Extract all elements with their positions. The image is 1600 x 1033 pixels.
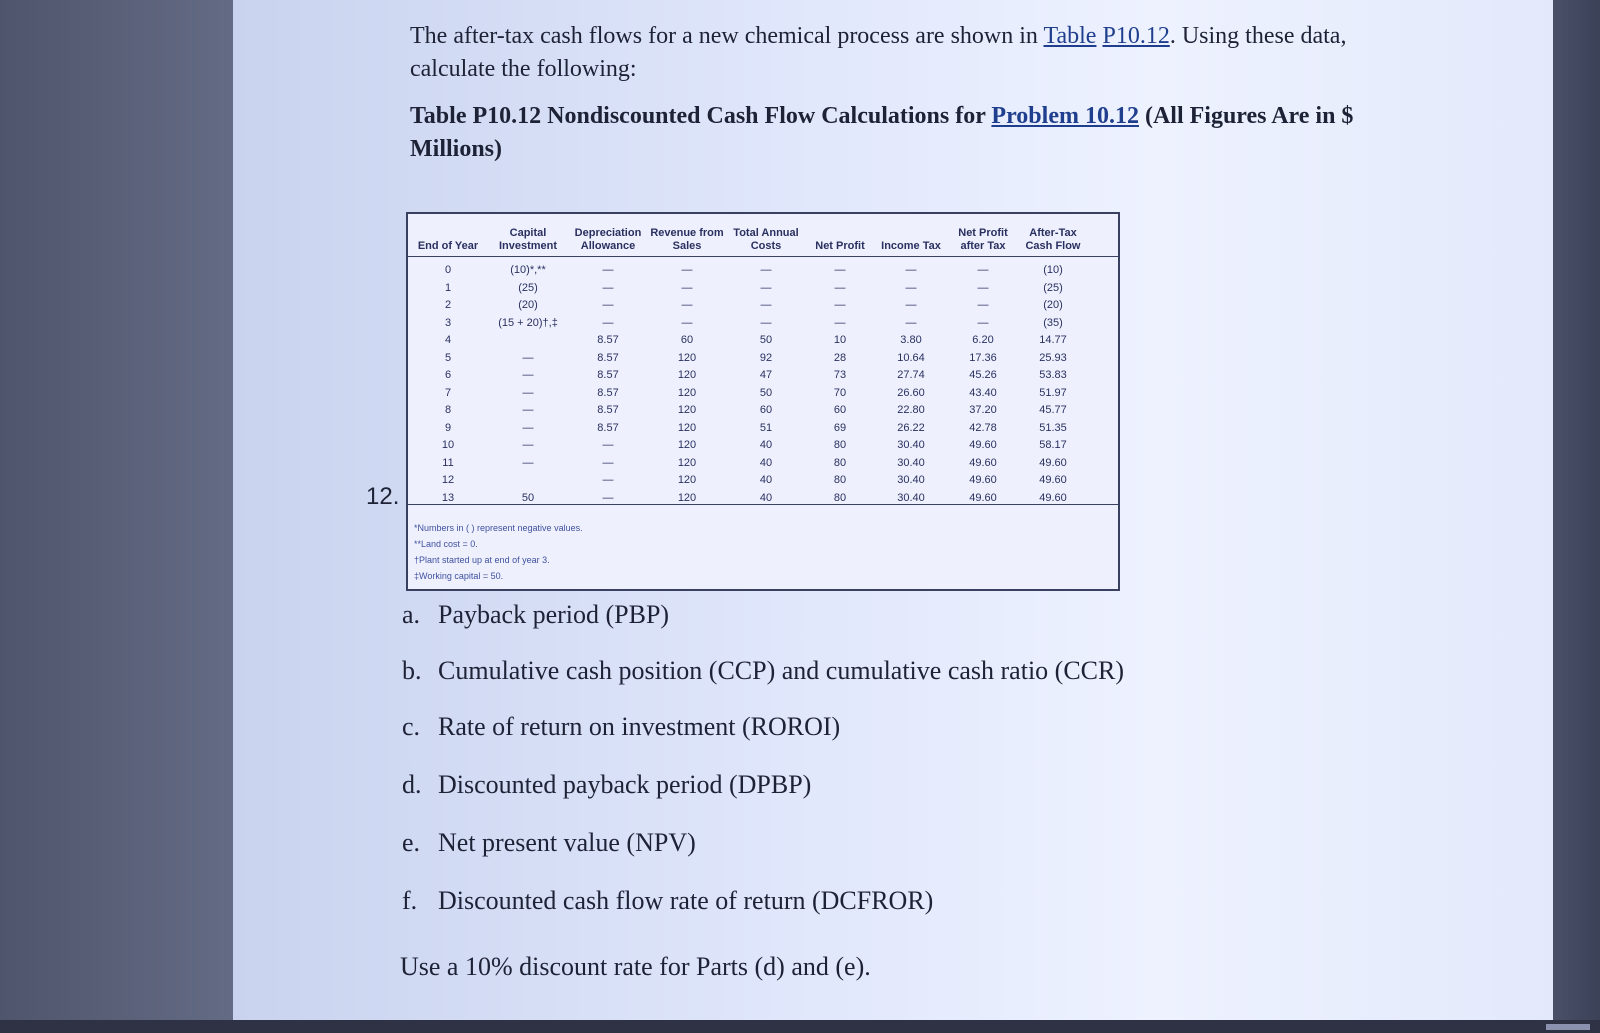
table-cell: 50 xyxy=(759,334,773,346)
table-cell: 30.40 xyxy=(897,491,925,504)
table-cell: 69 xyxy=(833,421,847,434)
table-cell: 8 xyxy=(444,404,452,416)
table-cell: — xyxy=(602,299,614,311)
table-cell: 80 xyxy=(833,491,847,504)
table-cell: 49.60 xyxy=(969,474,997,486)
column-header: Total Annual Costs xyxy=(733,227,799,252)
taskbar-icon[interactable] xyxy=(1546,1024,1590,1030)
note: †Plant started up at end of year 3. xyxy=(414,555,550,565)
table-cell: 3 xyxy=(444,316,452,329)
table-cell: — xyxy=(977,299,989,311)
table-cell: — xyxy=(905,264,917,276)
table-cell: 120 xyxy=(677,351,697,364)
table-cell: 10 xyxy=(441,439,455,451)
table-cell: 8.57 xyxy=(597,404,619,416)
table-cell: — xyxy=(681,316,693,329)
table-cell: — xyxy=(905,281,917,294)
question-b: b. Cumulative cash position (CCP) and cumulative cash ratio (CCR) xyxy=(402,656,1125,685)
table-cell: 47 xyxy=(759,369,773,381)
problem-intro xyxy=(410,20,1410,86)
table-cell: 10 xyxy=(833,334,847,346)
table-cell: 6 xyxy=(444,369,452,381)
table-number-link[interactable]: P10.12 xyxy=(1102,23,1170,49)
table-cell: — xyxy=(681,281,693,294)
discount-rate-note: Use a 10% discount rate for Parts (d) and (e). xyxy=(400,952,871,981)
table-cell: 51 xyxy=(759,421,773,434)
table-cell: 30.40 xyxy=(897,439,925,451)
table-cell: 60 xyxy=(833,404,847,416)
table-cell: 120 xyxy=(677,456,697,469)
table-cell: 4 xyxy=(444,334,452,346)
table-cell: — xyxy=(522,421,534,434)
table-cell: 30.40 xyxy=(897,474,925,486)
table-cell: 28 xyxy=(833,351,847,364)
table-cell: 92 xyxy=(759,351,773,364)
table-cell: 40 xyxy=(759,474,773,486)
table-cell: 25.93 xyxy=(1039,351,1067,364)
table-cell: 0 xyxy=(444,264,452,276)
table-cell: 70 xyxy=(833,386,847,399)
table-cell: — xyxy=(681,264,693,276)
table-cell: (35) xyxy=(1043,316,1063,329)
table-cell: 11 xyxy=(442,456,454,469)
table-bottom-divider xyxy=(408,504,1118,505)
table-cell: 45.26 xyxy=(969,369,997,381)
table-cell: — xyxy=(760,316,772,329)
table-cell: 45.77 xyxy=(1039,404,1067,416)
table-cell: 3.80 xyxy=(900,334,922,346)
column-header: Depreciation Allowance xyxy=(574,227,642,252)
question-c: c. Rate of return on investment (ROROI) xyxy=(402,712,841,741)
table-cell: — xyxy=(522,439,534,451)
table-cell: 120 xyxy=(677,369,697,381)
table-title: Table P10.12 Nondiscounted Cash Flow Calculations for Problem 10.12 (All Figures Are in $ Millions) xyxy=(410,103,1354,162)
table-cell: 26.22 xyxy=(897,421,925,434)
table-cell: — xyxy=(602,316,614,329)
header-divider xyxy=(408,256,1118,257)
table-cell: 12 xyxy=(441,474,455,486)
table-cell: 49.60 xyxy=(969,439,997,451)
cash-flow-table xyxy=(406,212,1120,591)
table-cell: 120 xyxy=(677,386,697,399)
table-cell xyxy=(488,332,568,349)
table-cell: 73 xyxy=(833,369,847,381)
table-cell: (25) xyxy=(518,281,538,294)
table-cell: 2 xyxy=(444,299,452,311)
table-cell: — xyxy=(834,299,846,311)
table-cell: 49.60 xyxy=(1039,474,1067,486)
table-cell: — xyxy=(834,281,846,294)
column-header: End of Year xyxy=(417,240,479,252)
table-cell: — xyxy=(905,299,917,311)
table-cell: — xyxy=(522,456,534,469)
monitor-left-edge xyxy=(0,0,233,1020)
problem-number: 12. xyxy=(366,483,400,510)
table-cell: 49.60 xyxy=(969,491,997,504)
table-cell: — xyxy=(905,316,917,329)
table-cell: — xyxy=(977,281,989,294)
table-cell: 60 xyxy=(680,334,694,346)
table-cell: — xyxy=(760,299,772,311)
column-header: Net Profit after Tax xyxy=(958,227,1008,252)
problem-link[interactable]: Problem 10.12 xyxy=(991,103,1139,129)
question-a: a. Payback period (PBP) xyxy=(402,600,670,629)
table-cell: — xyxy=(602,474,614,486)
intro-suffix: . Using these data, calculate the following: xyxy=(410,23,1347,82)
question-f: f. Discounted cash flow rate of return (DCFROR) xyxy=(402,886,934,915)
question-d: d. Discounted payback period (DPBP) xyxy=(402,770,812,799)
table-cell: (20) xyxy=(518,299,538,311)
table-cell: 53.83 xyxy=(1039,369,1067,381)
table-cell: 8.57 xyxy=(597,421,619,434)
table-cell: 14.77 xyxy=(1039,334,1067,346)
table-cell: 26.60 xyxy=(897,386,925,399)
table-cell: 7 xyxy=(444,386,452,399)
table-cell: (20) xyxy=(1043,299,1063,311)
table-cell: — xyxy=(602,456,614,469)
table-link[interactable]: Table xyxy=(1043,23,1097,49)
monitor-right-edge xyxy=(1553,0,1600,1033)
table-cell: 8.57 xyxy=(597,334,619,346)
table-cell: 13 xyxy=(441,491,455,504)
table-cell: 42.78 xyxy=(969,421,997,434)
table-cell: 6.20 xyxy=(972,334,994,346)
table-cell: 10.64 xyxy=(897,351,925,364)
table-cell: (15 + 20)†,‡ xyxy=(498,316,558,329)
table-cell: — xyxy=(522,351,534,364)
table-cell: 50 xyxy=(521,491,535,504)
table-cell: — xyxy=(977,264,989,276)
table-cell: — xyxy=(602,491,614,504)
table-cell: — xyxy=(834,264,846,276)
table-cell: 30.40 xyxy=(897,456,925,469)
table-cell: (10)*,** xyxy=(510,264,546,276)
table-cell: 49.60 xyxy=(969,456,997,469)
table-cell: 40 xyxy=(759,439,773,451)
table-cell: 51.35 xyxy=(1039,421,1067,434)
table-cell: 120 xyxy=(677,439,697,451)
table-cell: — xyxy=(681,299,693,311)
table-cell: 49.60 xyxy=(1039,491,1067,504)
table-cell: 37.20 xyxy=(969,404,997,416)
column-header: Net Profit xyxy=(815,240,865,252)
table-cell: 120 xyxy=(677,474,697,486)
table-cell: — xyxy=(760,264,772,276)
table-cell: (10) xyxy=(1043,264,1063,276)
table-cell: 8.57 xyxy=(597,369,619,381)
table-cell: 8.57 xyxy=(597,351,619,364)
intro-text: The after-tax cash flows for a new chemical process are shown in xyxy=(410,23,1044,49)
table-cell: — xyxy=(602,439,614,451)
table-cell: 80 xyxy=(833,439,847,451)
table-cell: — xyxy=(522,404,534,416)
table-cell: — xyxy=(602,264,614,276)
table-cell: 22.80 xyxy=(897,404,925,416)
table-cell: — xyxy=(522,386,534,399)
table-cell: 5 xyxy=(444,351,452,364)
table-cell: 80 xyxy=(833,456,847,469)
table-cell: — xyxy=(977,316,989,329)
column-header: Revenue from Sales xyxy=(650,227,724,252)
table-cell: 40 xyxy=(759,491,773,504)
table-cell: — xyxy=(834,316,846,329)
table-cell: 49.60 xyxy=(1039,456,1067,469)
table-cell: 27.74 xyxy=(897,369,925,381)
table-cell: 43.40 xyxy=(969,386,997,399)
note: *Numbers in ( ) represent negative values. xyxy=(414,523,583,533)
table-cell: 40 xyxy=(759,456,773,469)
table-cell: — xyxy=(602,281,614,294)
column-header: Income Tax xyxy=(881,240,941,252)
table-cell: 17.36 xyxy=(969,351,997,364)
table-cell: (25) xyxy=(1043,281,1063,294)
table-cell: 120 xyxy=(677,404,697,416)
taskbar xyxy=(0,1020,1600,1033)
note: **Land cost = 0. xyxy=(414,539,478,549)
column-header: After-Tax Cash Flow xyxy=(1025,227,1081,252)
table-cell: 51.97 xyxy=(1039,386,1067,399)
table-cell: 1 xyxy=(444,281,452,294)
table-cell: 120 xyxy=(677,491,697,504)
table-cell: 8.57 xyxy=(597,386,619,399)
table-cell: 60 xyxy=(759,404,773,416)
table-cell xyxy=(488,472,568,489)
note: ‡Working capital = 50. xyxy=(414,571,504,581)
question-e: e. Net present value (NPV) xyxy=(402,828,696,857)
table-notes xyxy=(414,520,583,584)
table-cell: 120 xyxy=(677,421,697,434)
table-cell: — xyxy=(760,281,772,294)
column-header: Capital Investment xyxy=(498,227,558,252)
table-cell: 50 xyxy=(759,386,773,399)
table-cell: — xyxy=(522,369,534,381)
table-cell: 9 xyxy=(444,421,452,434)
table-cell: 80 xyxy=(833,474,847,486)
table-cell: 58.17 xyxy=(1039,439,1067,451)
